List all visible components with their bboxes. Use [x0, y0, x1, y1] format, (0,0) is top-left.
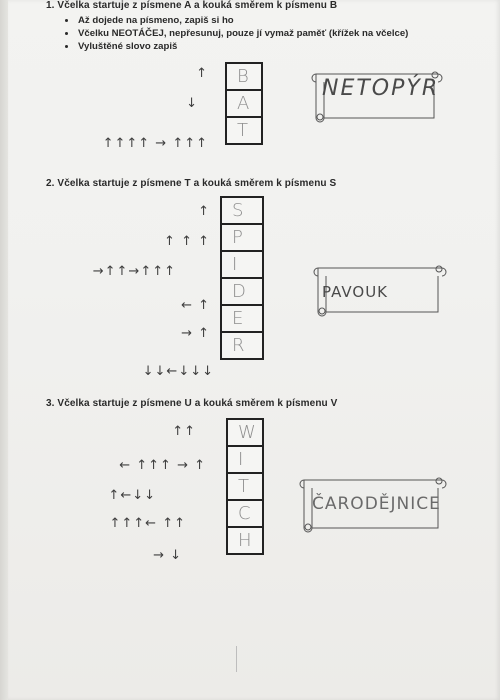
grid-letter: I	[232, 254, 238, 275]
task1-answer: NETOPÝR	[322, 76, 440, 101]
grid-cell	[220, 277, 264, 306]
task2-answer: PAVOUK	[322, 283, 389, 301]
stray-pencil-mark	[236, 646, 240, 672]
grid-cell	[220, 331, 264, 360]
grid-cell	[220, 250, 264, 279]
task2-arrow-row: → ↑	[181, 326, 210, 341]
instruction-item: Až dojede na písmeno, zapiš si ho	[60, 14, 408, 27]
task3-letter-grid	[226, 418, 264, 555]
task2-arrow-row: ↓↓←↓↓↓	[142, 364, 214, 379]
task1-arrow-row: ↓	[186, 96, 198, 111]
grid-letter: R	[232, 335, 245, 356]
grid-letter: B	[237, 66, 249, 87]
grid-cell	[220, 223, 264, 252]
task1-letter-grid	[225, 62, 263, 145]
instruction-item: Vyluštěné slovo zapiš	[60, 40, 408, 53]
grid-letter: D	[232, 281, 246, 302]
grid-cell	[226, 418, 264, 447]
task2-letter-grid	[220, 196, 264, 360]
grid-letter: A	[237, 93, 250, 114]
task3-answer: ČARODĚJNICE	[312, 494, 441, 514]
grid-letter: E	[232, 308, 244, 329]
grid-letter: H	[238, 530, 252, 551]
task1-instructions	[60, 14, 408, 53]
grid-cell	[226, 445, 264, 474]
grid-cell	[225, 116, 263, 145]
task3-arrow-row: ↑↑	[172, 424, 196, 439]
task2-arrow-row: ← ↑	[181, 298, 210, 313]
grid-letter: P	[232, 227, 243, 248]
task2-arrow-row: →↑↑→↑↑↑	[92, 264, 176, 279]
task1-arrow-row: ↑↑↑↑ → ↑↑↑	[102, 136, 208, 151]
grid-letter: I	[238, 449, 244, 470]
task3-arrow-row: ↑←↓↓	[108, 488, 156, 503]
grid-cell	[226, 499, 264, 528]
grid-letter: T	[238, 476, 249, 497]
grid-cell	[226, 472, 264, 501]
grid-letter: W	[238, 422, 256, 443]
grid-cell	[220, 304, 264, 333]
task1-arrow-row: ↑	[196, 66, 208, 81]
task3-arrow-row: ↑↑↑← ↑↑	[109, 516, 186, 531]
task2-arrow-row: ↑	[198, 204, 210, 219]
grid-letter: T	[237, 120, 248, 141]
grid-cell	[220, 196, 264, 225]
task3-title: 3. Včelka startuje z písmene U a kouká směrem k písmenu V	[46, 398, 338, 409]
grid-cell	[225, 89, 263, 118]
grid-cell	[226, 526, 264, 555]
task3-arrow-row: ← ↑↑↑ → ↑	[119, 458, 206, 473]
grid-letter: S	[232, 200, 244, 221]
grid-letter: C	[238, 503, 251, 524]
task2-arrow-row: ↑ ↑ ↑	[164, 234, 210, 249]
task3-arrow-row: → ↓	[153, 548, 182, 563]
grid-cell	[225, 62, 263, 91]
task2-title: 2. Včelka startuje z písmene T a kouká směrem k písmenu S	[46, 178, 337, 189]
instruction-item: Včelku NEOTÁČEJ, nepřesunuj, pouze jí vymaž paměť (křížek na včelce)	[60, 27, 408, 40]
task1-title: 1. Včelka startuje z písmene A a kouká směrem k písmenu B	[46, 0, 338, 11]
